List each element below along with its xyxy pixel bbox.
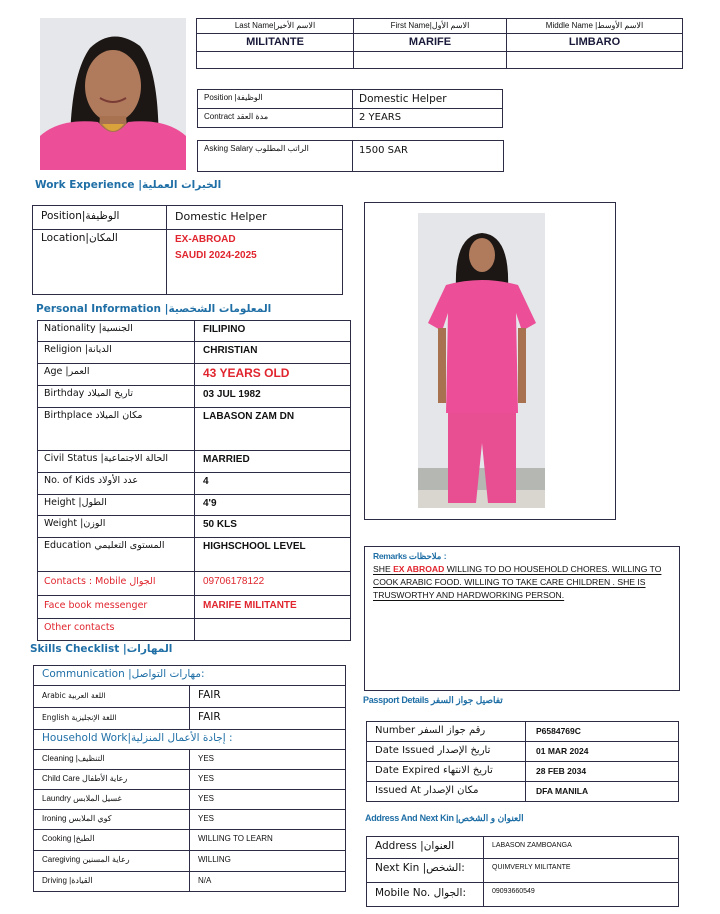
table-row: [367, 722, 679, 742]
work-location-value: [167, 230, 343, 295]
passport-title: Passport Details تفاصيل جواز السفر: [363, 695, 503, 705]
full-body-photo-frame: [364, 202, 616, 520]
kids-label: No. of Kids عدد الأولاد: [38, 473, 195, 495]
address-title: Address And Next Kin |العنوان و الشخص: [365, 813, 524, 823]
cleaning-label: Cleaning |التنظيف: [34, 750, 190, 770]
table-row: [367, 782, 679, 802]
passport-number-label: Number رقم جواز السفر: [367, 722, 526, 742]
facebook-label: Face book messenger: [38, 596, 195, 619]
next-kin-label: Next Kin |الشخص:: [367, 859, 484, 883]
weight-value: 50 KLS: [195, 516, 351, 538]
table-row: [38, 408, 351, 451]
full-body-photo: [418, 213, 545, 508]
remarks-highlight: EX ABROAD: [393, 564, 445, 574]
work-experience-table: [32, 205, 343, 295]
table-row: [38, 495, 351, 516]
civil-status-label: Civil Status |الحالة الاجتماعية: [38, 451, 195, 473]
table-row: [34, 851, 346, 872]
table-row: [38, 538, 351, 572]
work-position-value: Domestic Helper: [167, 206, 343, 230]
civil-status-value: MARRIED: [195, 451, 351, 473]
child-care-value: YES: [190, 770, 346, 790]
table-row: [367, 883, 679, 907]
religion-value: CHRISTIAN: [195, 342, 351, 364]
mobile-no-value: 09093660549: [484, 883, 679, 907]
height-value: 4'9: [195, 495, 351, 516]
english-label: English اللغة الإنجليزية: [34, 708, 190, 730]
driving-value: N/A: [190, 872, 346, 892]
passport-table: [366, 721, 679, 802]
household-header: Household Work|إجادة الأعمال المنزلية :: [34, 730, 346, 750]
remarks-text: [373, 563, 671, 602]
date-issued-value: 01 MAR 2024: [526, 742, 679, 762]
ironing-value: YES: [190, 810, 346, 830]
table-row: [38, 619, 351, 641]
headshot-photo: [40, 18, 186, 170]
table-row: [38, 596, 351, 619]
work-position-label: Position|الوظيفة: [33, 206, 167, 230]
empty-cell: [197, 52, 354, 69]
mobile-value: 09706178122: [195, 572, 351, 596]
ironing-label: Ironing كوي الملابس: [34, 810, 190, 830]
height-label: Height |الطول: [38, 495, 195, 516]
mobile-label: Contacts : Mobile الجوال: [38, 572, 195, 596]
weight-label: Weight |الوزن: [38, 516, 195, 538]
remarks-body: WILLING TO DO HOUSEHOLD CHORES. WILLING TO COOK ARABIC FOOD. WILLING TO TAKE CARE CHILDREN . SHE IS TRUSWORTHY AND HARDWORKING PERSON.: [373, 564, 662, 600]
salary-value: 1500 SAR: [353, 141, 504, 172]
table-row: [367, 762, 679, 782]
table-row: [34, 830, 346, 851]
kids-value: 4: [195, 473, 351, 495]
birthday-value: 03 JUL 1982: [195, 386, 351, 408]
first-name-value: MARIFE: [354, 34, 507, 52]
facebook-value: MARIFE MILITANTE: [195, 596, 351, 619]
nationality-label: Nationality |الجنسية: [38, 321, 195, 342]
child-care-label: Child Care رعاية الأطفال: [34, 770, 190, 790]
remarks-title: Remarks ملاحظات :: [373, 551, 447, 561]
laundry-label: Laundry غسيل الملابس: [34, 790, 190, 810]
table-row: [38, 321, 351, 342]
caregiving-label: Caregiving رعاية المسنين: [34, 851, 190, 872]
other-contacts-value: [195, 619, 351, 641]
arabic-value: FAIR: [190, 686, 346, 708]
table-row: [38, 451, 351, 473]
birthplace-value: LABASON ZAM DN: [195, 408, 351, 451]
salary-label: Asking Salary الراتب المطلوب: [198, 141, 353, 172]
next-kin-value: QUIMVERLY MILITANTE: [484, 859, 679, 883]
personal-info-table: [37, 320, 351, 641]
table-row: [38, 572, 351, 596]
work-location-label: Location|المكان: [33, 230, 167, 295]
nationality-value: FILIPINO: [195, 321, 351, 342]
table-row: [367, 859, 679, 883]
driving-label: Driving |القيادة: [34, 872, 190, 892]
name-table: [196, 18, 683, 69]
caregiving-value: WILLING: [190, 851, 346, 872]
cooking-value: WILLING TO LEARN: [190, 830, 346, 851]
education-label: Education المستوى التعليمي: [38, 538, 195, 572]
table-row: [34, 708, 346, 730]
cooking-label: Cooking |الطبخ: [34, 830, 190, 851]
last-name-header: Last Name|الاسم الأخير: [197, 19, 354, 34]
contract-label: Contract مدة العقد: [198, 109, 353, 128]
english-value: FAIR: [190, 708, 346, 730]
table-row: [34, 872, 346, 892]
issued-at-label: Issued At مكان الإصدار: [367, 782, 526, 802]
mobile-no-label: Mobile No. الجوال:: [367, 883, 484, 907]
laundry-value: YES: [190, 790, 346, 810]
arabic-label: Arabic اللغة العربية: [34, 686, 190, 708]
address-table: [366, 836, 679, 907]
last-name-value: MILITANTE: [197, 34, 354, 52]
table-row: [34, 810, 346, 830]
table-row: [38, 342, 351, 364]
table-row: [367, 837, 679, 859]
communication-header: Communication |مهارات التواصل:: [34, 666, 346, 686]
salary-table: [197, 140, 504, 172]
table-row: [34, 770, 346, 790]
table-row: [38, 473, 351, 495]
empty-cell: [354, 52, 507, 69]
cleaning-value: YES: [190, 750, 346, 770]
birthday-label: Birthday تاريخ الميلاد: [38, 386, 195, 408]
job-table: [197, 89, 503, 128]
table-row: [38, 364, 351, 386]
skills-table: [33, 665, 346, 892]
middle-name-header: Middle Name |الاسم الأوسط: [507, 19, 683, 34]
age-value: 43 YEARS OLD: [195, 364, 351, 386]
table-row: [38, 516, 351, 538]
position-value: Domestic Helper: [353, 90, 503, 109]
age-label: Age |العمر: [38, 364, 195, 386]
personal-info-title: Personal Information |المعلومات الشخصية: [36, 303, 272, 315]
table-row: [34, 750, 346, 770]
date-expired-value: 28 FEB 2034: [526, 762, 679, 782]
address-label: Address |العنوان: [367, 837, 484, 859]
religion-label: Religion |الديانة: [38, 342, 195, 364]
middle-name-value: LIMBARO: [507, 34, 683, 52]
table-row: [34, 686, 346, 708]
address-value: LABASON ZAMBOANGA: [484, 837, 679, 859]
remarks-box: [364, 546, 680, 691]
contract-value: 2 YEARS: [353, 109, 503, 128]
table-row: [38, 386, 351, 408]
first-name-header: First Name|الاسم الأول: [354, 19, 507, 34]
birthplace-label: Birthplace مكان الميلاد: [38, 408, 195, 451]
empty-cell: [507, 52, 683, 69]
other-contacts-label: Other contacts: [38, 619, 195, 641]
position-label: Position |الوظيفة: [198, 90, 353, 109]
date-expired-label: Date Expired تاريخ الانتهاء: [367, 762, 526, 782]
issued-at-value: DFA MANILA: [526, 782, 679, 802]
education-value: HIGHSCHOOL LEVEL: [195, 538, 351, 572]
work-experience-title: Work Experience |الخبرات العملية: [35, 179, 222, 191]
date-issued-label: Date Issued تاريخ الإصدار: [367, 742, 526, 762]
table-row: [367, 742, 679, 762]
passport-number-value: P6584769C: [526, 722, 679, 742]
location-line-1: EX-ABROAD: [175, 234, 236, 245]
location-line-2: SAUDI 2024-2025: [175, 250, 257, 261]
table-row: [34, 790, 346, 810]
skills-title: Skills Checklist |المهارات: [30, 643, 173, 655]
remarks-prefix: SHE: [373, 564, 394, 574]
